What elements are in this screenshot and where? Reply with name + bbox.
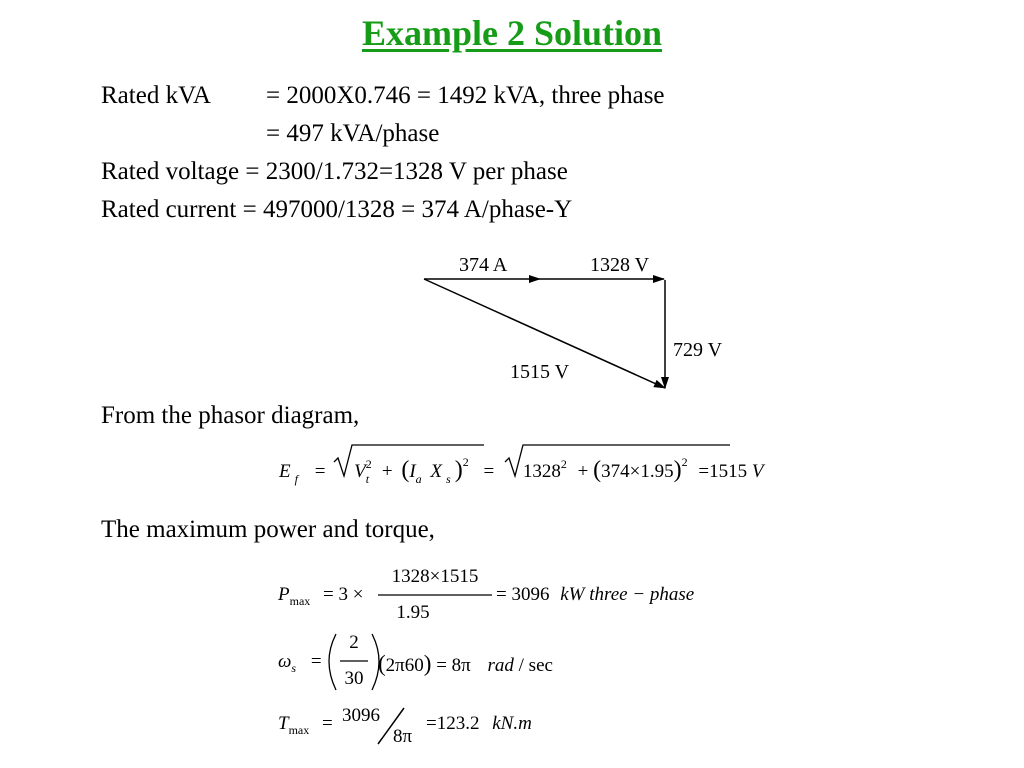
- page-title: Example 2 Solution: [361, 13, 663, 53]
- pmax-result: = 3096 kW three − phase: [496, 584, 695, 605]
- pmax-numerator: 1328×1515: [391, 566, 479, 587]
- ws-result: (2π60) = 8π rad / sec: [378, 651, 553, 676]
- rated-kva-label: Rated kVA: [101, 82, 211, 109]
- ef-equation: E $_f = V^2_t + (I_a$ X $_s$ )$^2 = 1328^2 + (374\times 1.95)^2 =1515$ V: [279, 455, 764, 486]
- rated-kva-value: = 2000X0.746 = 1492 kVA, three phase: [266, 82, 665, 109]
- ws-lhs: $\omega_s$ =: [278, 651, 322, 675]
- pmax-denominator: 1.95: [396, 602, 430, 623]
- from-diagram-text: From the phasor diagram,: [101, 402, 360, 429]
- ws-numerator: 2: [349, 632, 359, 653]
- tmax-lhs: $T_{max}$ =: [278, 713, 333, 737]
- ws-denominator: 30: [344, 668, 364, 689]
- reactance-drop-label: 729 V: [673, 339, 723, 361]
- tmax-denominator: 8π: [393, 726, 413, 747]
- rated-voltage: Rated voltage = 2300/1.732=1328 V per phase: [101, 158, 568, 185]
- ws-left-paren: [329, 634, 336, 690]
- tmax-numerator: 3096: [342, 705, 380, 726]
- pmax-lhs: $P_{max} = 3$ ×: [278, 584, 364, 608]
- rated-current: Rated current = 497000/1328 = 374 A/phase-Y: [101, 196, 573, 223]
- max-power-intro: The maximum power and torque,: [101, 516, 435, 543]
- per-phase-kva: = 497 kVA/phase: [266, 120, 440, 147]
- emf-label: 1515 V: [510, 361, 570, 383]
- current-label: 374 A: [459, 254, 508, 276]
- voltage-label: 1328 V: [590, 254, 650, 276]
- tmax-result: =123.2 kN.m: [426, 713, 532, 734]
